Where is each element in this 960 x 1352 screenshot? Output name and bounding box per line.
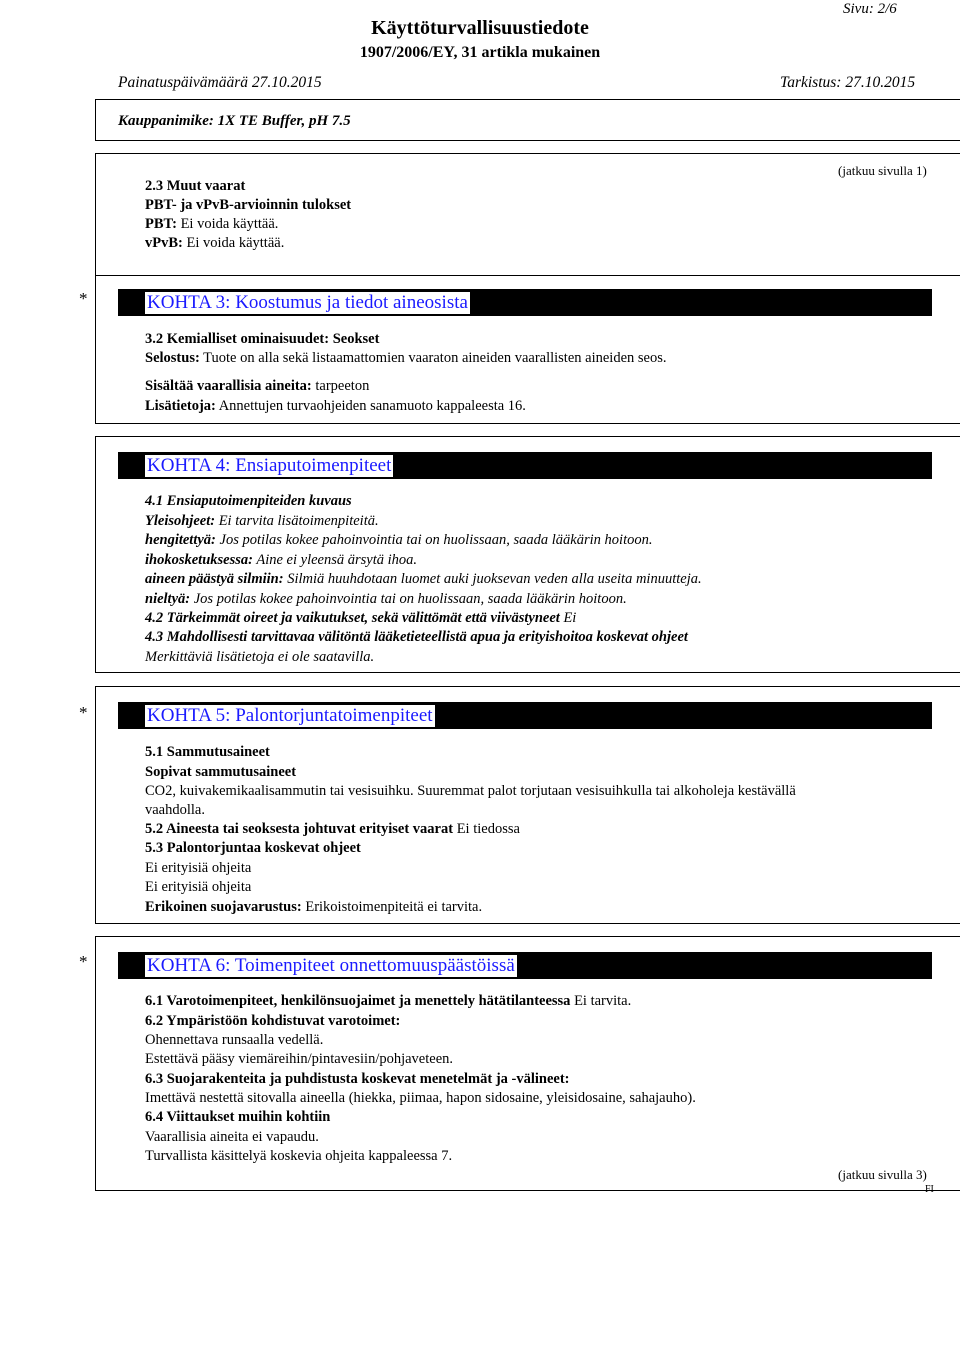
s2-heading: 2.3 Muut vaarat — [145, 178, 246, 194]
s6-h64-value-2: Turvallista käsittelyä koskevia ohjeita kappaleessa 7. — [145, 1148, 453, 1164]
s5-suitable: Sopivat sammutusaineet — [145, 764, 297, 780]
language-code: FI — [925, 1184, 934, 1195]
s3-change-marker: * — [79, 289, 88, 308]
s5-h53-value-1: Ei erityisiä ohjeita — [145, 860, 252, 876]
s4-title: KOHTA 4: Ensiaputoimenpiteet — [147, 455, 392, 476]
s6-h63: 6.3 Suojarakenteita ja puhdistusta koskevat menetelmät ja -välineet: — [145, 1071, 570, 1087]
s4-eyes: aineen päästyä silmiin: Silmiä huuhdotaan luomet auki juoksevan veden alla useita minuutteja. — [145, 571, 702, 587]
s5-h53-value-2: Ei erityisiä ohjeita — [145, 879, 252, 895]
trade-name-box — [95, 99, 960, 141]
s6-h61: 6.1 Varotoimenpiteet, henkilönsuojaimet ja menettely hätätilanteessa Ei tarvita. — [145, 993, 632, 1009]
s4-h43-value: Merkittäviä lisätietoja ei ole saatavilla. — [145, 649, 375, 665]
revision-date: Tarkistus: 27.10.2015 — [780, 74, 916, 91]
s6-change-marker: * — [79, 952, 88, 971]
s3-title: KOHTA 3: Koostumus ja tiedot aineosista — [147, 292, 468, 313]
print-date: Painatuspäivämäärä 27.10.2015 — [118, 74, 322, 91]
s6-h62-value-1: Ohennettava runsaalla vedellä. — [145, 1032, 324, 1048]
s4-title-bar — [118, 452, 932, 479]
s5-h53: 5.3 Palontorjuntaa koskevat ohjeet — [145, 840, 361, 856]
s5-title-bar — [118, 702, 932, 729]
s3-description: Selostus: Tuote on alla sekä listaamattomien vaaraton aineiden vaarallisten aineiden seos. — [145, 350, 667, 366]
s3-additional: Lisätietoja: Annettujen turvaohjeiden sanamuoto kappaleesta 16. — [145, 398, 526, 414]
s5-h51: 5.1 Sammutusaineet — [145, 744, 270, 760]
pbt-heading: PBT- ja vPvB-arvioinnin tulokset — [145, 197, 352, 213]
s5-h52: 5.2 Aineesta tai seoksesta johtuvat erityiset vaarat Ei tiedossa — [145, 821, 520, 837]
s3-heading: 3.2 Kemialliset ominaisuudet: Seokset — [145, 331, 380, 347]
s3-title-bar — [118, 289, 932, 316]
s5-suitable-value-2: vaahdolla. — [145, 802, 205, 818]
s6-title-bar — [118, 952, 932, 979]
s6-h62-value-2: Estettävä pääsy viemäreihin/pintavesiin/pohjaveteen. — [145, 1051, 454, 1067]
s6-title: KOHTA 6: Toimenpiteet onnettomuuspäästöissä — [147, 955, 515, 976]
s6-h63-value: Imettävä nestettä sitovalla aineella (hiekka, piimaa, hapon sidosaine, yleisidosaine, sahajauho). — [145, 1090, 696, 1106]
document-subtitle: 1907/2006/EY, 31 artikla mukainen — [359, 44, 601, 61]
s4-skin: ihokosketuksessa: Aine ei yleensä ärsytä ihoa. — [145, 552, 418, 568]
document-title: Käyttöturvallisuustiedote — [371, 17, 589, 39]
pbt-line: PBT: Ei voida käyttää. — [145, 216, 279, 232]
s4-h43: 4.3 Mahdollisesti tarvittavaa välitöntä lääketieteellistä apua ja erityishoitoa koskevat ohjeet — [145, 629, 688, 645]
s4-swallowed: nieltyä: Jos potilas kokee pahoinvointia tai on huolissaan, saada lääkärin hoitoon. — [145, 591, 627, 607]
s5-suitable-value-1: CO2, kuivakemikaalisammutin tai vesisuihku. Suuremmat palot torjutaan vesisuihkulla tai alkoholeja kestävällä — [145, 783, 796, 799]
s6-h62: 6.2 Ympäristöön kohdistuvat varotoimet: — [145, 1013, 401, 1029]
s5-change-marker: * — [79, 703, 88, 722]
vpvb-line: vPvB: Ei voida käyttää. — [145, 235, 285, 251]
page-number: Sivu: 2/6 — [843, 1, 897, 17]
s5-protective: Erikoinen suojavarustus: Erikoistoimenpiteitä ei tarvita. — [145, 899, 483, 915]
s4-h42: 4.2 Tärkeimmät oireet ja vaikutukset, sekä välittömät että viivästyneet Ei — [145, 610, 577, 626]
trade-name: Kauppanimike: 1X TE Buffer, pH 7.5 — [118, 113, 351, 129]
s3-hazardous: Sisältää vaarallisia aineita: tarpeeton — [145, 378, 370, 394]
s4-inhalation: hengitettyä: Jos potilas kokee pahoinvointia tai on huolissaan, saada lääkärin hoitoon. — [145, 532, 653, 548]
s5-title: KOHTA 5: Palontorjuntatoimenpiteet — [147, 705, 433, 726]
s6-h64-value-1: Vaarallisia aineita ei vapaudu. — [145, 1129, 319, 1145]
s6-h64: 6.4 Viittaukset muihin kohtiin — [145, 1109, 331, 1125]
continued-to: (jatkuu sivulla 3) — [838, 1167, 927, 1182]
s4-general: Yleisohjeet: Ei tarvita lisätoimenpiteitä. — [145, 513, 379, 529]
s4-heading: 4.1 Ensiaputoimenpiteiden kuvaus — [145, 493, 352, 509]
continued-from: (jatkuu sivulla 1) — [838, 163, 927, 178]
